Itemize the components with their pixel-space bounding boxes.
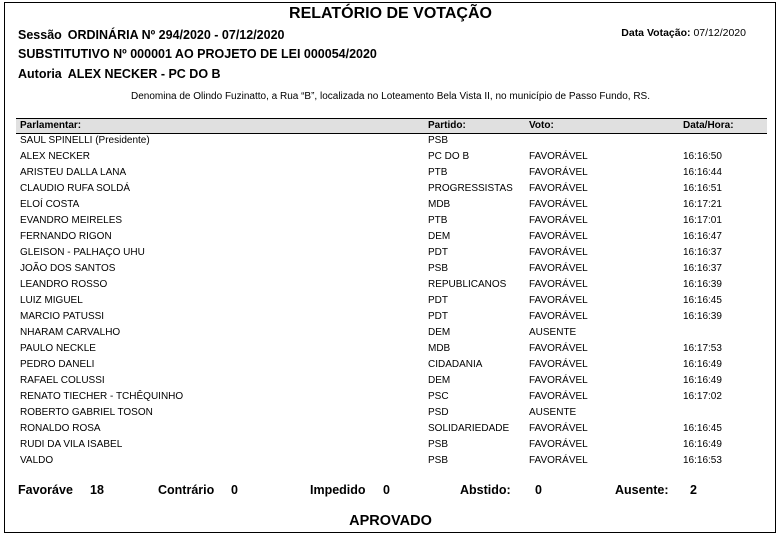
voto-cell: FAVORÁVEL [529,343,588,354]
parlamentar-cell: PEDRO DANELI [20,359,95,370]
table-row [16,134,767,150]
absent-count: 2 [690,483,697,497]
vote-date [621,27,746,39]
data-hora-cell: 16:16:45 [683,423,722,434]
partido-cell: MDB [428,343,451,354]
data-hora-cell: 16:16:49 [683,439,722,450]
partido-cell: DEM [428,231,451,242]
partido-cell: PSD [428,407,449,418]
partido-cell: PDT [428,247,448,258]
table-row [16,294,767,310]
voto-cell: FAVORÁVEL [529,375,588,386]
table-row [16,358,767,374]
voto-cell: FAVORÁVEL [529,263,588,274]
table-row [16,198,767,214]
author-line [18,67,221,81]
partido-cell: DEM [428,327,451,338]
parlamentar-cell: CLAUDIO RUFA SOLDÁ [20,183,131,194]
table-row [16,150,767,166]
parlamentar-cell: ELOÍ COSTA [20,199,80,210]
voto-cell: FAVORÁVEL [529,167,588,178]
table-row [16,390,767,406]
data-hora-cell: 16:17:02 [683,391,722,402]
report-title: RELATÓRIO DE VOTAÇÃO [289,5,492,22]
data-hora-cell: 16:16:39 [683,279,722,290]
voto-cell: FAVORÁVEL [529,247,588,258]
partido-cell: PROGRESSISTAS [428,183,513,194]
table-row [16,438,767,454]
parlamentar-cell: ALEX NECKER [20,151,91,162]
voto-cell: FAVORÁVEL [529,215,588,226]
author-value: ALEX NECKER - PC DO B [67,67,221,81]
parlamentar-cell: RENATO TIECHER - TCHÊQUINHO [20,391,184,402]
table-row [16,342,767,358]
partido-cell: PSB [428,263,449,274]
parlamentar-cell: EVANDRO MEIRELES [20,215,123,226]
data-hora-cell: 16:16:49 [683,375,722,386]
author-label: Autoria [18,67,62,81]
session-value: ORDINÁRIA Nº 294/2020 - 07/12/2020 [67,28,285,42]
voto-cell: FAVORÁVEL [529,423,588,434]
data-hora-cell: 16:17:21 [683,199,722,210]
parlamentar-cell: RUDI DA VILA ISABEL [20,439,123,450]
partido-cell: PSB [428,455,449,466]
voto-cell: FAVORÁVEL [529,183,588,194]
parlamentar-cell: VALDO [20,455,54,466]
partido-cell: SOLIDARIEDADE [428,423,510,434]
partido-cell: REPUBLICANOS [428,279,507,290]
data-hora-cell: 16:16:37 [683,263,722,274]
partido-cell: PC DO B [428,151,470,162]
bill-subject: SUBSTITUTIVO Nº 000001 AO PROJETO DE LEI 000054/2020 [18,47,377,61]
favorable-count: 18 [90,483,104,497]
header-parlamentar: Parlamentar: [20,120,82,131]
header-partido: Partido: [428,120,466,131]
partido-cell: PTB [428,215,448,226]
table-row [16,230,767,246]
voto-cell: AUSENTE [529,327,577,338]
voto-cell: FAVORÁVEL [529,439,588,450]
data-hora-cell: 16:16:50 [683,151,722,162]
partido-cell: PDT [428,295,448,306]
parlamentar-cell: LUIZ MIGUEL [20,295,83,306]
vote-date-label: Data Votação: [621,27,691,39]
table-body [16,134,767,470]
header-voto: Voto: [529,120,554,131]
data-hora-cell: 16:16:49 [683,359,722,370]
abstained-label: Abstido: [460,483,511,497]
table-row [16,422,767,438]
parlamentar-cell: SAUL SPINELLI (Presidente) [20,135,150,146]
table-row [16,246,767,262]
table-row [16,406,767,422]
parlamentar-cell: GLEISON - PALHAÇO UHU [20,247,145,258]
voto-cell: FAVORÁVEL [529,279,588,290]
against-label: Contrário [158,483,215,497]
parlamentar-cell: RONALDO ROSA [20,423,101,434]
table-row [16,310,767,326]
header-data-hora: Data/Hora: [683,120,734,131]
partido-cell: PTB [428,167,448,178]
partido-cell: DEM [428,375,451,386]
partido-cell: MDB [428,199,451,210]
data-hora-cell: 16:16:53 [683,455,722,466]
parlamentar-cell: RAFAEL COLUSSI [20,375,105,386]
table-row [16,374,767,390]
voto-cell: FAVORÁVEL [529,199,588,210]
partido-cell: PSB [428,439,449,450]
table-row [16,182,767,198]
data-hora-cell: 16:16:39 [683,311,722,322]
session-line [18,28,285,42]
absent-label: Ausente: [615,483,669,497]
voto-cell: FAVORÁVEL [529,311,588,322]
data-hora-cell: 16:16:47 [683,231,722,242]
favorable-label: Favoráve [18,483,73,497]
totals-bar [0,483,781,499]
session-label: Sessão [18,28,62,42]
voto-cell: FAVORÁVEL [529,231,588,242]
partido-cell: PDT [428,311,448,322]
voto-cell: FAVORÁVEL [529,391,588,402]
parlamentar-cell: JOÃO DOS SANTOS [20,263,116,274]
partido-cell: PSC [428,391,449,402]
data-hora-cell: 16:16:51 [683,183,722,194]
partido-cell: CIDADANIA [428,359,483,370]
voto-cell: FAVORÁVEL [529,359,588,370]
parlamentar-cell: MARCIO PATUSSI [20,311,105,322]
parlamentar-cell: PAULO NECKLE [20,343,96,354]
data-hora-cell: 16:17:53 [683,343,722,354]
voto-cell: AUSENTE [529,407,577,418]
table-row [16,278,767,294]
parlamentar-cell: ARISTEU DALLA LANA [20,167,127,178]
table-header [16,118,767,134]
table-row [16,214,767,230]
partido-cell: PSB [428,135,449,146]
votes-table [16,118,767,470]
data-hora-cell: 16:16:45 [683,295,722,306]
table-row [16,454,767,470]
vote-date-value: 07/12/2020 [693,27,746,39]
parlamentar-cell: NHARAM CARVALHO [20,327,121,338]
impeded-label: Impedido [310,483,366,497]
voto-cell: FAVORÁVEL [529,295,588,306]
against-count: 0 [231,483,238,497]
voto-cell: FAVORÁVEL [529,151,588,162]
data-hora-cell: 16:17:01 [683,215,722,226]
parlamentar-cell: FERNANDO RIGON [20,231,112,242]
impeded-count: 0 [383,483,390,497]
voto-cell: FAVORÁVEL [529,455,588,466]
table-row [16,166,767,182]
vote-result: APROVADO [349,513,432,529]
parlamentar-cell: LEANDRO ROSSO [20,279,108,290]
parlamentar-cell: ROBERTO GABRIEL TOSON [20,407,153,418]
table-row [16,326,767,342]
bill-description: Denomina de Olindo Fuzinatto, a Rua “B”, localizada no Loteamento Bela Vista II, no município de Passo Fundo, RS. [131,91,650,102]
table-row [16,262,767,278]
data-hora-cell: 16:16:44 [683,167,722,178]
data-hora-cell: 16:16:37 [683,247,722,258]
abstained-count: 0 [535,483,542,497]
